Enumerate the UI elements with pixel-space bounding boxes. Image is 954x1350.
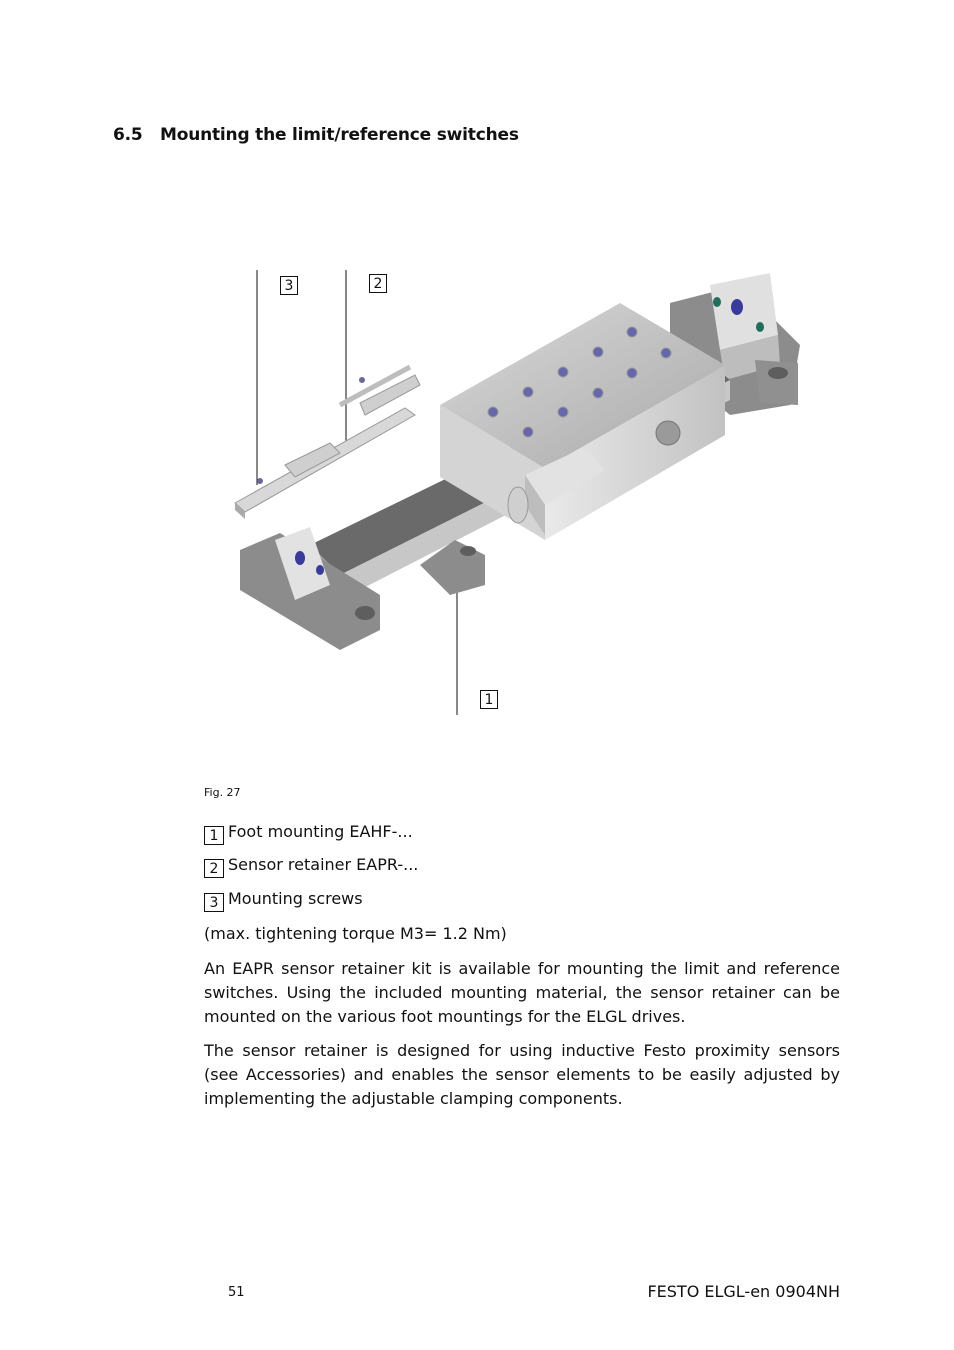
legend-text: Sensor retainer EAPR-... — [228, 855, 419, 874]
section-number: 6.5 — [113, 125, 143, 145]
callout-3: 3 — [280, 276, 298, 295]
legend-note: (max. tightening torque M3= 1.2 Nm) — [204, 924, 507, 943]
legend-number: 1 — [204, 826, 224, 845]
figure-linear-axis — [200, 255, 820, 730]
legend-text: Mounting screws — [228, 889, 363, 908]
callout-1: 1 — [480, 690, 498, 709]
legend-item — [204, 855, 418, 878]
legend-item — [204, 889, 363, 912]
legend-text: Foot mounting EAHF-... — [228, 822, 413, 841]
legend-number: 2 — [204, 859, 224, 878]
figure-caption: Fig. 27 — [204, 786, 241, 799]
section-title: Mounting the limit/reference switches — [160, 125, 519, 145]
axis-illustration — [200, 255, 820, 730]
sensor-retainer — [235, 367, 420, 519]
page-number: 51 — [228, 1285, 245, 1300]
callout-2: 2 — [369, 274, 387, 293]
legend-number: 3 — [204, 893, 224, 912]
document-id: FESTO ELGL-en 0904NH — [647, 1282, 840, 1301]
body-paragraph: The sensor retainer is designed for using inductive Festo proximity sensors (see Accessories) and enables the sensor elements to be easily adjusted by implementing the adjustable clamping components. — [204, 1041, 840, 1108]
legend-item — [204, 822, 413, 845]
section-heading — [113, 125, 519, 145]
body-paragraph: An EAPR sensor retainer kit is available for mounting the limit and reference switches. Using the included mounting material, the sensor retainer can be mounted on the various foot mountings for the ELGL drives. — [204, 959, 840, 1026]
